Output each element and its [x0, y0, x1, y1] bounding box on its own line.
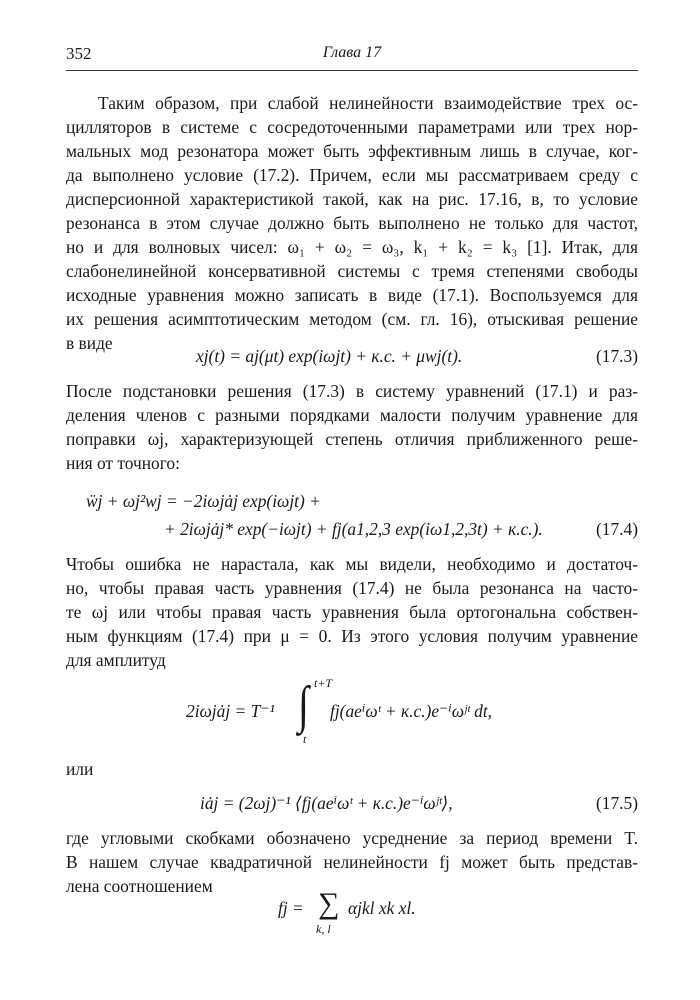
equation-17-3: xj(t) = aj(μt) exp(iωjt) + к.с. + μwj(t).	[196, 346, 463, 366]
text-line: их решения асимптотическим методом (см. гл. 16), отыскивая решение	[66, 309, 638, 329]
header-rule	[66, 70, 638, 71]
text-line: в виде	[66, 333, 113, 353]
sum-rhs: αjkl xk xl.	[348, 898, 416, 918]
integral-sign: ∫	[298, 675, 309, 734]
equation-number: (17.4)	[595, 519, 638, 539]
text-line: но и для волновых чисел: ω₁ + ω₂ = ω₃, k₁ + k₂ = k₃ [1]. Итак, для	[66, 237, 638, 257]
text-line: где угловыми скобками обозначено усреднение за период времени T.	[66, 828, 638, 848]
page-header	[66, 44, 638, 70]
text-line: деления членов с разными порядками малости получим уравнение для	[66, 405, 638, 425]
text-line: В нашем случае квадратичной нелинейности fj может быть представ-	[66, 852, 638, 872]
text-line: После подстановки решения (17.3) в систему уравнений (17.1) и раз-	[66, 381, 638, 401]
text-line: ния от точного:	[66, 453, 180, 473]
text-line: дисперсионной характеристикой такой, как на рис. 17.16, в, то условие	[66, 189, 638, 209]
text-line: слабонелинейной консервативной системы с тремя степенями свободы	[66, 261, 638, 281]
text-line: мальных мод резонатора может быть эффективным лишь в случае, ког-	[66, 141, 638, 161]
text-line: резонанса в этом случае должно быть выполнено не только для частот,	[66, 213, 638, 233]
text-line: Таким образом, при слабой нелинейности взаимодействие трех ос-	[98, 93, 638, 113]
running-head: Глава 17	[322, 44, 382, 61]
text-line: те ωj или чтобы правая часть уравнения была ортогональна собствен-	[66, 602, 638, 622]
equation-17-4-line1: ẅj + ωj²wj = −2iωjȧj exp(iωjt) +	[86, 491, 321, 511]
text-line: или	[66, 759, 94, 779]
text-line: Чтобы ошибка не нарастала, как мы видели, необходимо и достаточ-	[66, 554, 638, 574]
text-line: но, чтобы правая часть уравнения (17.4) не была резонанса на часто-	[66, 578, 638, 598]
text-line: лена соотношением	[66, 876, 213, 896]
equation-number: (17.5)	[595, 793, 638, 813]
amp-lhs: 2iωjȧj = T⁻¹	[186, 701, 275, 721]
amp-integrand: fj(aeⁱωᵗ + к.с.)e⁻ⁱωʲᵗ dt,	[330, 701, 493, 721]
page-number: 352	[66, 44, 92, 63]
text-line: цилляторов в системе с сосредоточенными параметрами или трех нор-	[66, 117, 638, 137]
text-line: ным функциям (17.4) при μ = 0. Из этого условия получим уравнение	[66, 626, 638, 646]
integral-lower-limit: t	[303, 732, 307, 746]
text-line: да выполнено условие (17.2). Причем, если мы рассматриваем среду с	[66, 165, 638, 185]
integral-upper-limit: t+T	[314, 676, 333, 690]
text-line: исходные уравнения можно записать в виде (17.1). Воспользуемся для	[66, 285, 638, 305]
equation-number: (17.3)	[595, 346, 638, 366]
sum-subscript: k, l	[316, 922, 331, 936]
text-line: для амплитуд	[66, 650, 166, 670]
text-line: поправки ωj, характеризующей степень отличия приближенного реше-	[66, 429, 638, 449]
sum-lhs: fj =	[278, 898, 304, 918]
equation-17-4-line2: + 2iωjȧj* exp(−iωjt) + fj(a1,2,3 exp(iω1,2,3t) + к.с.).	[164, 519, 543, 539]
equation-17-5: iȧj = (2ωj)⁻¹ ⟨fj(aeⁱωᵗ + к.с.)e⁻ⁱωʲᵗ⟩,	[200, 793, 453, 813]
sum-sign: ∑	[318, 887, 340, 920]
